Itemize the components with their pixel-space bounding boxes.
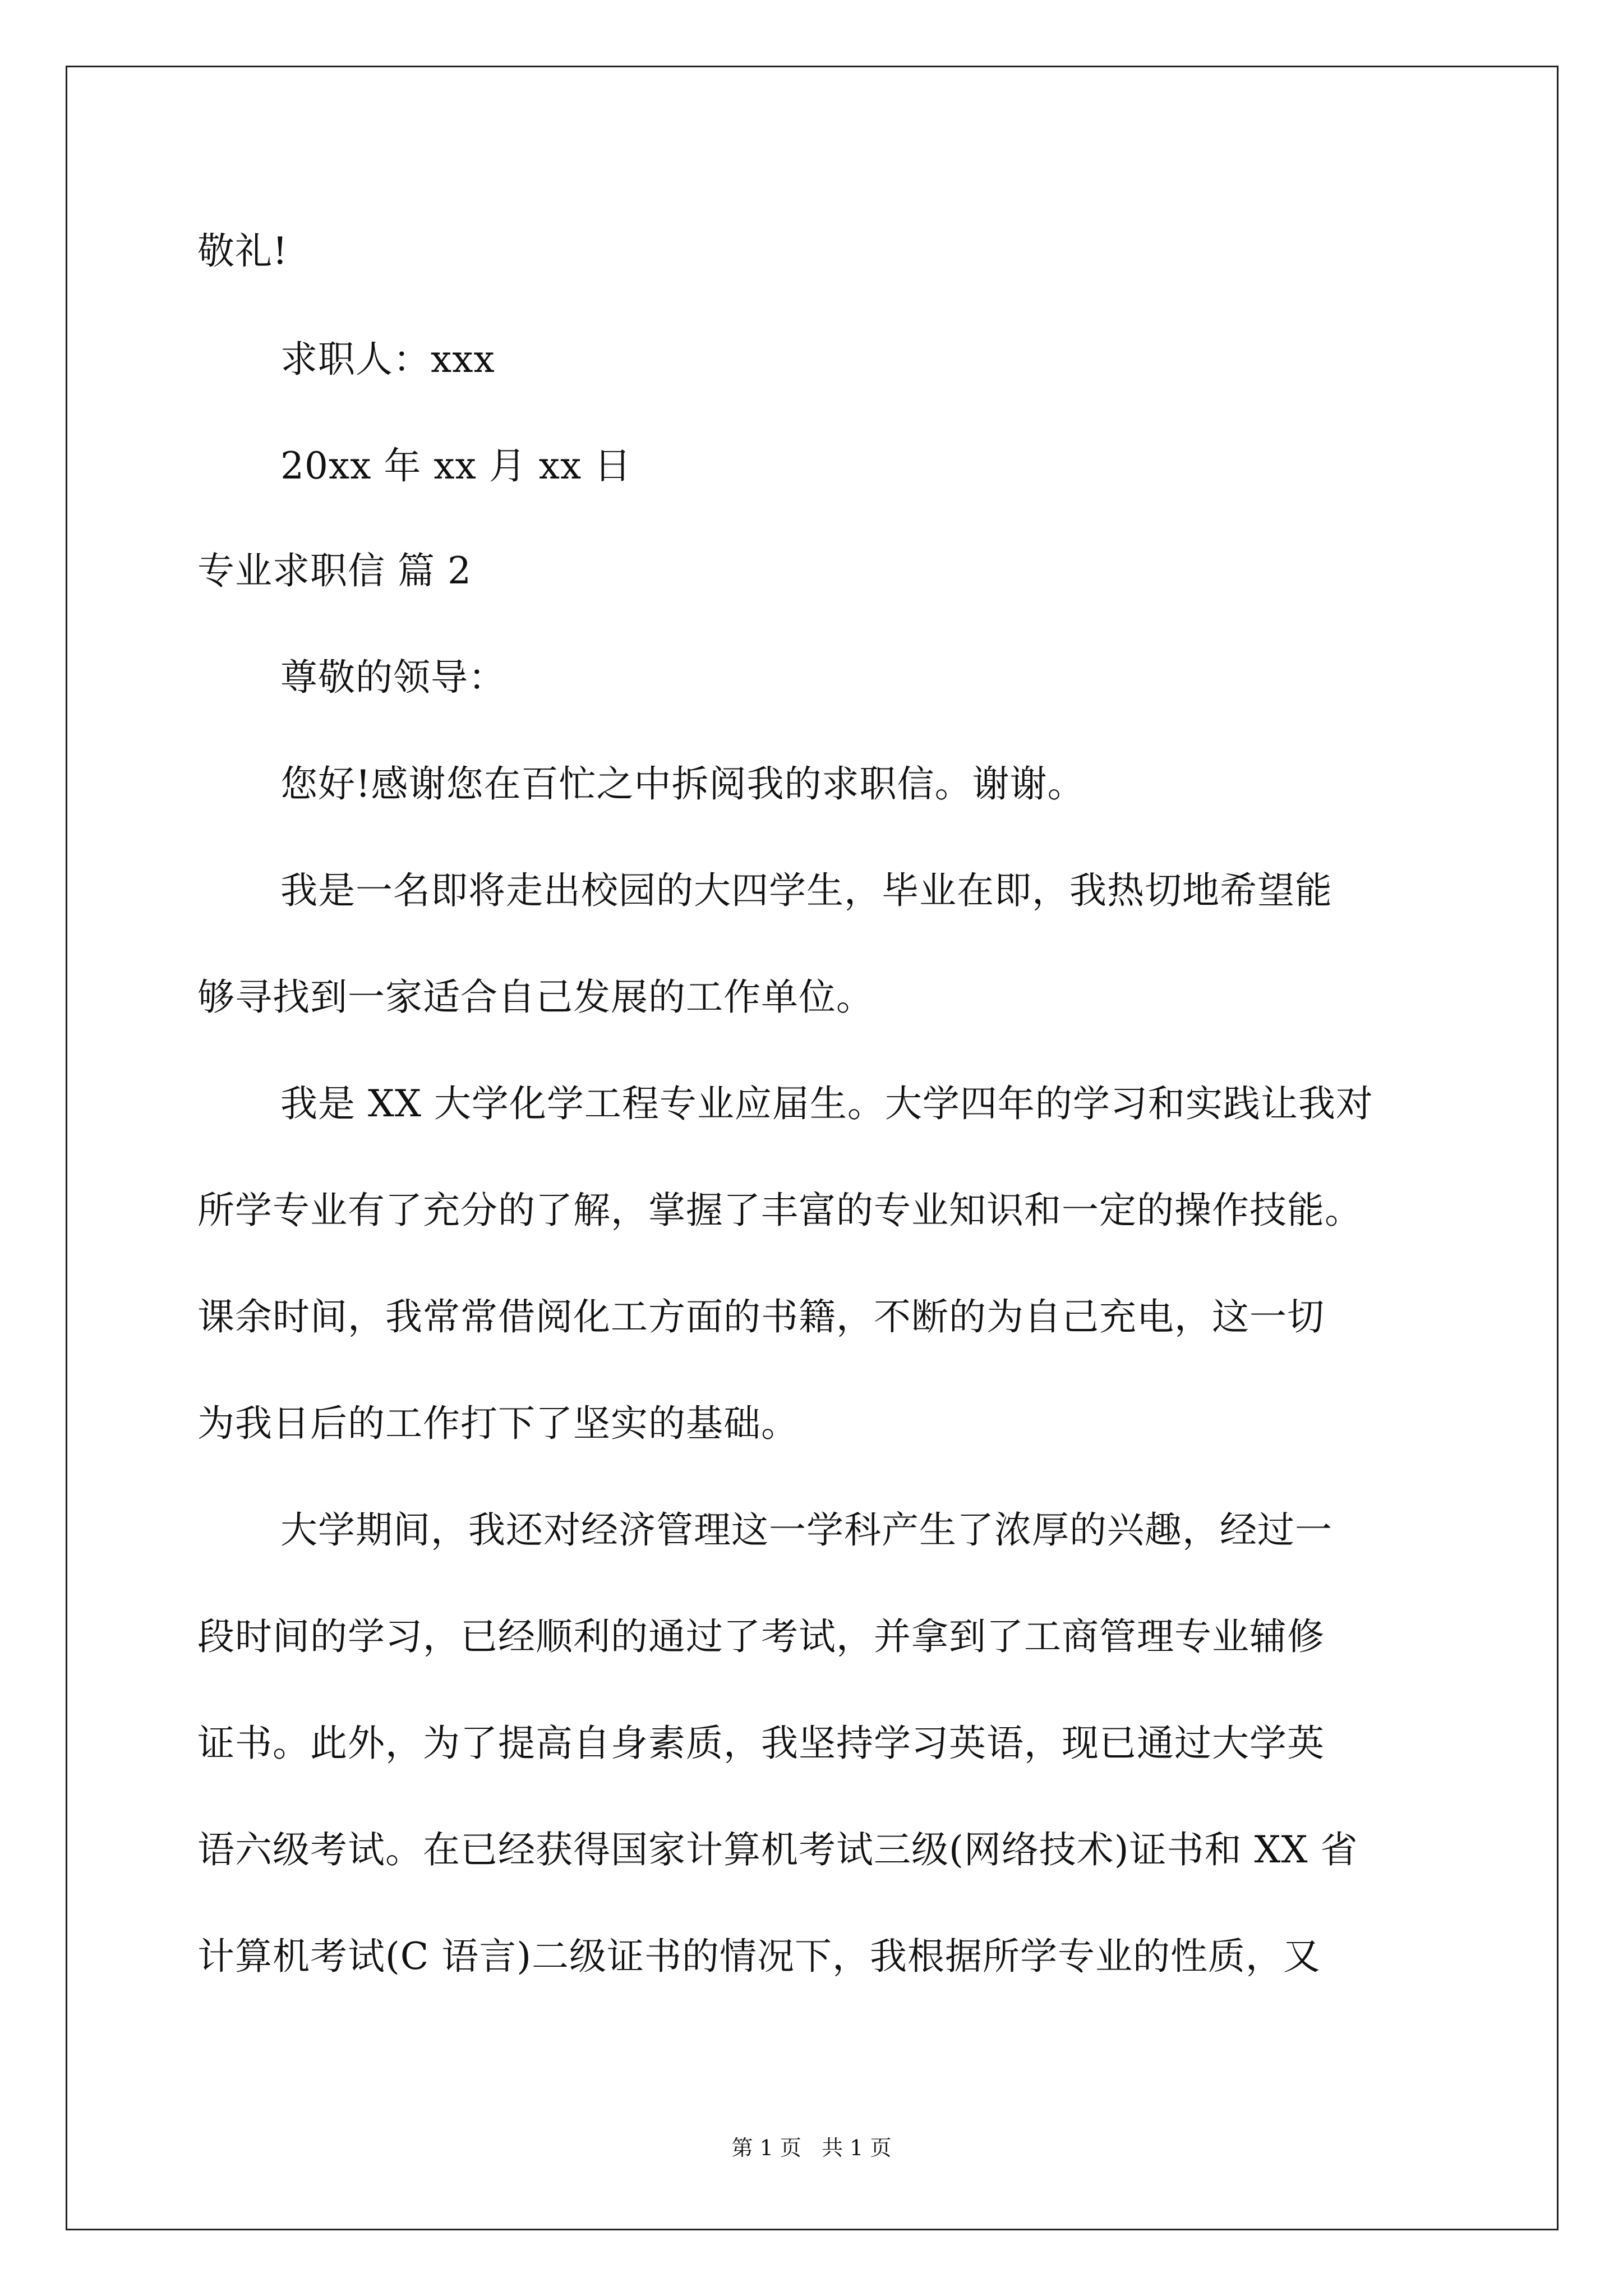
- paragraph-line: 够寻找到一家适合自己发展的工作单位。: [197, 976, 874, 1019]
- section-heading: 专业求职信 篇 2: [197, 549, 472, 592]
- paragraph-line: 我是一名即将走出校园的大四学生，毕业在即，我热切地希望能: [280, 869, 1332, 912]
- paragraph-line: 大学期间，我还对经济管理这一学科产生了浓厚的兴趣，经过一: [280, 1508, 1332, 1552]
- page-border: [66, 66, 1559, 2230]
- greeting: 尊敬的领导：: [280, 656, 506, 699]
- paragraph-line: 您好!感谢您在百忙之中拆阅我的求职信。谢谢。: [280, 762, 1085, 806]
- paragraph-line: 语六级考试。在已经获得国家计算机考试三级(网络技术)证书和 XX 省: [197, 1828, 1358, 1871]
- paragraph-line: 所学专业有了充分的了解，掌握了丰富的专业知识和一定的操作技能。: [197, 1189, 1362, 1232]
- page-footer: 第 1 页 共 1 页: [731, 2136, 892, 2160]
- paragraph-line: 课余时间，我常常借阅化工方面的书籍，不断的为自己充电，这一切: [197, 1295, 1325, 1338]
- paragraph-line: 证书。此外，为了提高自身素质，我坚持学习英语，现已通过大学英: [197, 1722, 1325, 1765]
- applicant-signature: 求职人：xxx: [280, 338, 495, 381]
- paragraph-line: 我是 XX 大学化学工程专业应届生。大学四年的学习和实践让我对: [280, 1082, 1373, 1125]
- closing-salutation: 敬礼!: [197, 229, 288, 273]
- paragraph-line: 计算机考试(C 语言)二级证书的情况下，我根据所学专业的性质，又: [197, 1935, 1321, 1978]
- letter-date: 20xx 年 xx 月 xx 日: [280, 444, 632, 487]
- paragraph-line: 为我日后的工作打下了坚实的基础。: [197, 1402, 799, 1445]
- paragraph-line: 段时间的学习，已经顺利的通过了考试，并拿到了工商管理专业辅修: [197, 1615, 1325, 1658]
